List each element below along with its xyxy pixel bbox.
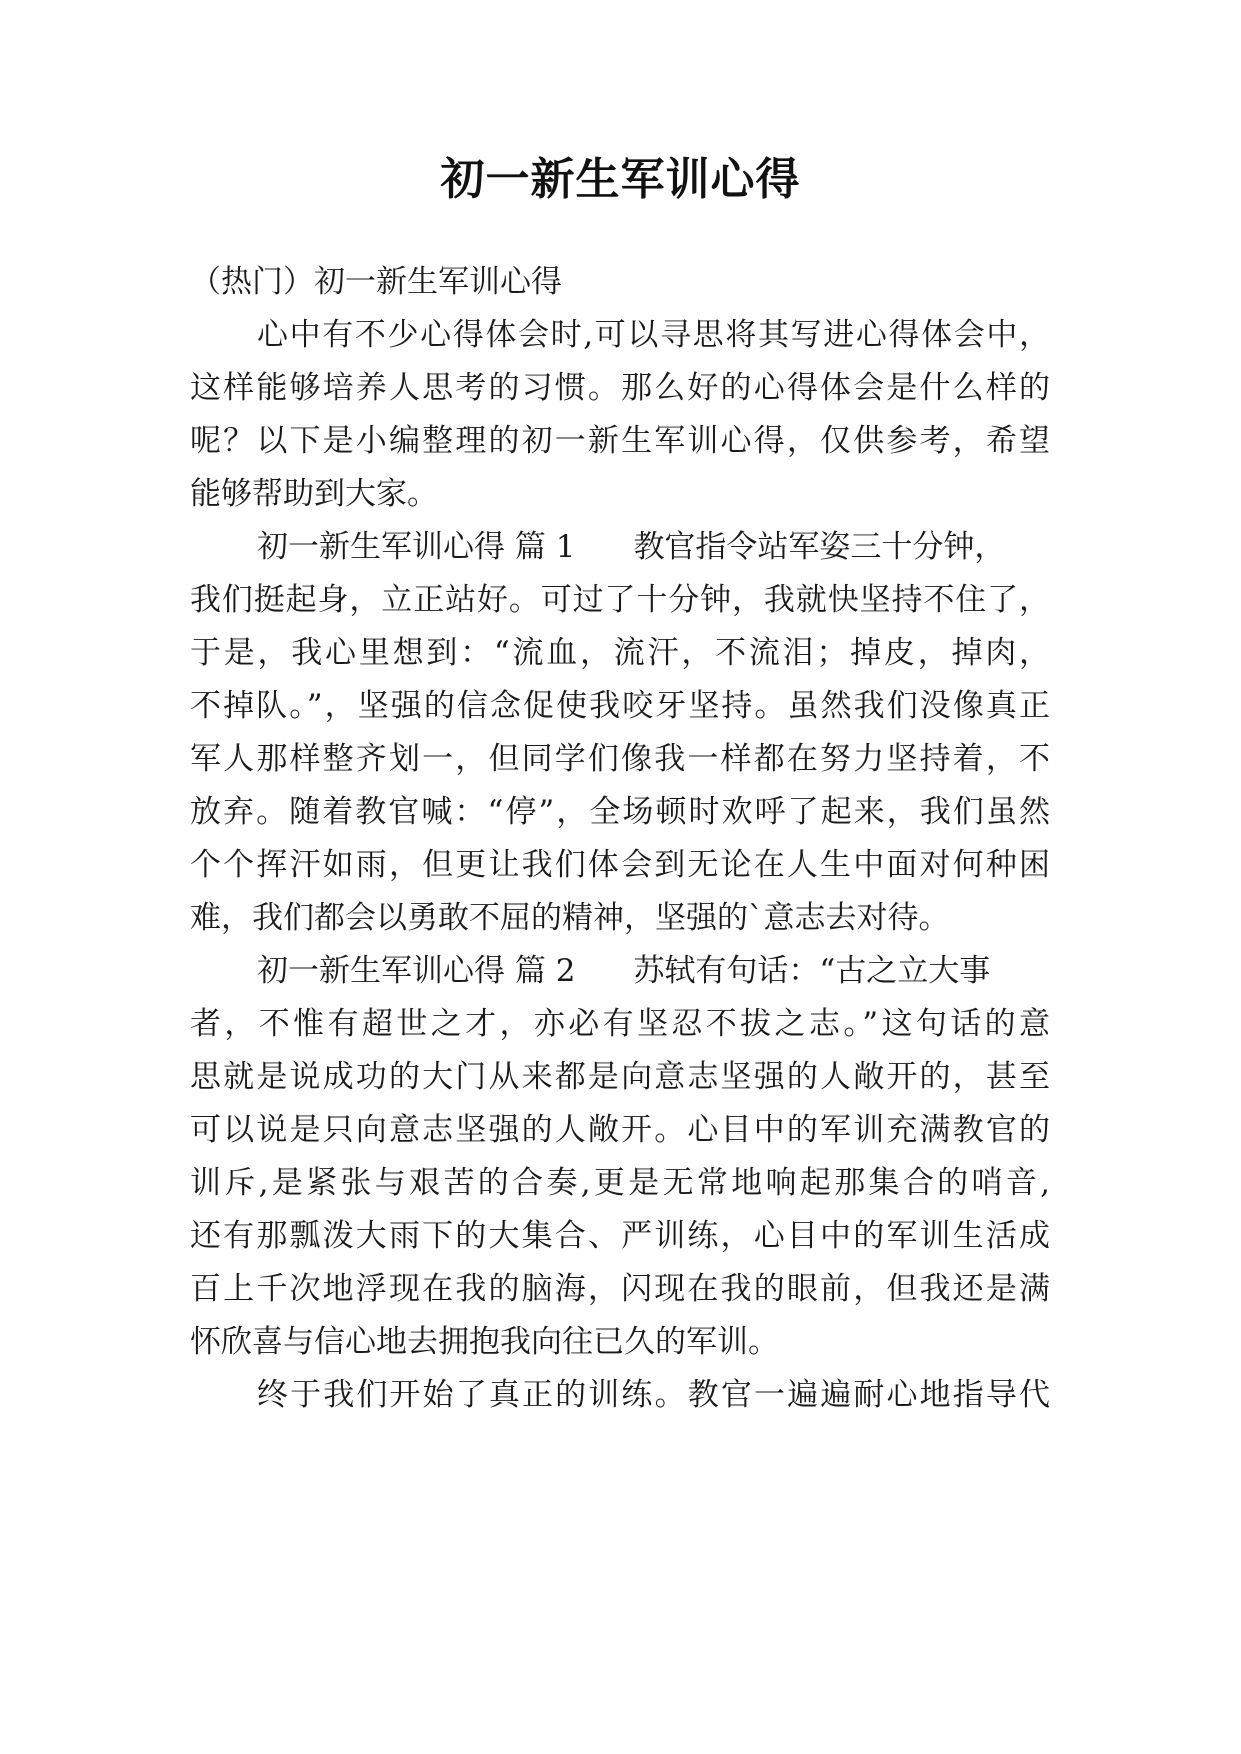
intro-line: 这样能够培养人思考的习惯。那么好的心得体会是什么样的 <box>190 370 1050 406</box>
section-1-line: 个个挥汗如雨，但更让我们体会到无论在人生中面对何种困 <box>190 847 1050 883</box>
section-2-line: 思就是说成功的大门从来都是向意志坚强的人敞开的，甚至 <box>190 1059 1050 1095</box>
intro-line: 心中有不少心得体会时,可以寻思将其写进心得体会中， <box>257 317 1050 353</box>
section-2-line: 怀欣喜与信心地去拥抱我向往已久的军训。 <box>190 1324 779 1360</box>
document-title: 初一新生军训心得 <box>440 154 801 205</box>
section-2-lead-text: 苏轼有句话：“古之立大事 <box>633 953 991 989</box>
intro-line: 呢？以下是小编整理的初一新生军训心得，仅供参考，希望 <box>190 423 1050 459</box>
section-2-first-line <box>257 951 1050 991</box>
section-1-first-line <box>257 527 1050 567</box>
section-1-line: 军人那样整齐划一，但同学们像我一样都在努力坚持着，不 <box>190 741 1050 777</box>
section-2-line: 还有那瓢泼大雨下的大集合、严训练，心目中的军训生活成 <box>190 1218 1050 1254</box>
section-1-line: 我们挺起身，立正站好。可过了十分钟，我就快坚持不住了， <box>190 582 1050 618</box>
intro-line: 能够帮助到大家。 <box>190 476 438 512</box>
section-1-line: 于是，我心里想到：“流血，流汗，不流泪；掉皮，掉肉， <box>190 635 1050 671</box>
section-1-lead-text: 教官指令站军姿三十分钟， <box>633 529 1006 565</box>
section-2-line: 百上千次地浮现在我的脑海，闪现在我的眼前，但我还是满 <box>190 1271 1050 1307</box>
section-2-line: 可以说是只向意志坚强的人敞开。心目中的军训充满教官的 <box>190 1112 1050 1148</box>
section-1-line: 放弃。随着教官喊：“停”，全场顿时欢呼了起来，我们虽然 <box>190 794 1050 830</box>
document-subtitle: （热门）初一新生军训心得 <box>190 264 562 300</box>
section-1-line: 不掉队。”，坚强的信念促使我咬牙坚持。虽然我们没像真正 <box>190 688 1050 724</box>
section-2-heading: 初一新生军训心得 篇 2 <box>257 953 576 989</box>
section-2-line: 者，不惟有超世之才，亦必有坚忍不拔之志。”这句话的意 <box>190 1006 1050 1042</box>
section-2-line: 训斥,是紧张与艰苦的合奏,更是无常地响起那集合的哨音, <box>190 1165 1050 1201</box>
section-1-heading: 初一新生军训心得 篇 1 <box>257 529 576 565</box>
paragraph-3-line: 终于我们开始了真正的训练。教官一遍遍耐心地指导代 <box>257 1377 1050 1413</box>
section-1-line: 难，我们都会以勇敢不屈的精神，坚强的`意志去对待。 <box>190 900 950 936</box>
